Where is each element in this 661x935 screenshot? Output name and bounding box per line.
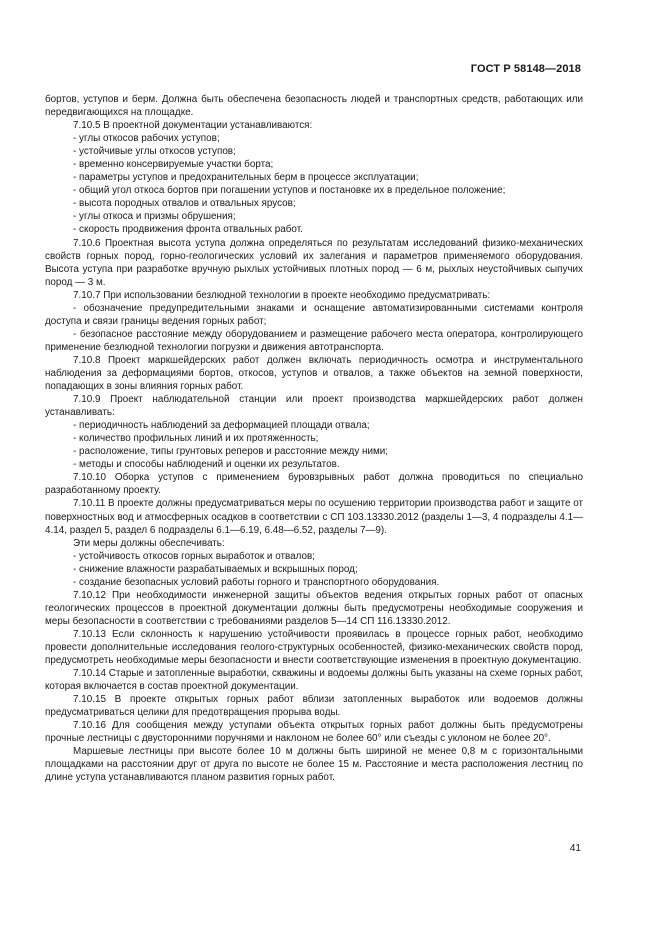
paragraph-7-10-16: 7.10.16 Для сообщения между уступами объекта открытых горных работ должны быть предусмотрены прочные лестницы с двусторонними поручнями и наклоном не более 60° или съезды с уклоном не более 20°. [45,720,583,745]
list-item: - параметры уступов и предохранительных берм в процессе эксплуатации; [73,172,419,184]
list-item: - углы откоса и призмы обрушения; [73,211,236,223]
paragraph-7-10-8: 7.10.8 Проект маркшейдерских работ должен включать периодичность осмотра и инструментального наблюдения за деформациями бортов, откосов, уступов и отвалов, а также объектов на земной поверхности, попадающих в зоны влияния горных работ. [45,354,583,393]
list-item: - методы и способы наблюдений и оценки их результатов. [73,459,340,471]
paragraph-7-10-14: 7.10.14 Старые и затопленные выработки, скважины и водоемы должны быть указаны на схеме горных работ, которая включается в состав проектной документации. [45,668,583,693]
list-item: - временно консервируемые участки борта; [73,159,274,171]
list-item-long: - обозначение предупредительными знаками и оснащение автоматизированными системами контроля доступа и связи границы ведения горных работ; [45,302,583,327]
list-item: - углы откосов рабочих уступов; [73,133,220,145]
list-item: - периодичность наблюдений за деформацией площади отвала; [73,420,370,432]
list-item: - создание безопасных условий работы горного и транспортного оборудования. [73,576,440,588]
paragraph-7-10-9: 7.10.9 Проект наблюдательной станции или проект производства маркшейдерских работ должен устанавливать: [45,394,583,419]
list-item: - высота породных отвалов и отвальных ярусов; [73,198,296,210]
paragraph-stairs: Маршевые лестницы при высоте более 10 м должны быть шириной не менее 0,8 м с горизонтальными площадками на расстоянии друг от друга по высоте не более 15 м. Расстояние и места расположения лестниц по длине уступа устанавливаются планом развития горных работ. [45,746,583,784]
paragraph-measures: Эти меры должны обеспечивать: [73,537,225,549]
list-item: - устойчивые углы откосов уступов; [73,146,236,158]
list-item: - скорость продвижения фронта отвальных работ. [73,224,303,236]
paragraph-7-10-15: 7.10.15 В проекте открытых горных работ вблизи затопленных выработок или водоемов должны предусматриваться целики для предотвращения прорыва воды. [45,694,583,719]
document-id: ГОСТ Р 58148—2018 [470,63,581,75]
paragraph-7-10-12: 7.10.12 При необходимости инженерной защиты объектов ведения открытых горных работ от опасных геологических процессов в проектной документации должны быть предусмотрены необходимые сооружения и меры безопасности в соответствии с требованиями разделов 5—14 СП 116.13330.2012. [45,589,583,627]
paragraph-continuation: бортов, уступов и берм. Должна быть обеспечена безопасность людей и транспортных средств, работающих или передвигающихся на площадке. [45,94,583,119]
list-item: - общий угол откоса бортов при погашении уступов и постановке их в предельное положение; [73,185,506,197]
page-number: 41 [569,843,581,854]
paragraph-7-10-6: 7.10.6 Проектная высота уступа должна определяться по результатам исследований физико-механических свойств горных пород, горно-геологических условий их залегания и параметров применяемого оборудования. Высота уступа при разработке вручную рыхлых устойчивых плотных пород — 6 м, рыхлых неустойчивых сыпучих пород — 3 м. [45,237,583,288]
paragraph-7-10-10: 7.10.10 Оборка уступов с применением буровзрывных работ должна проводиться по специально разработанному проекту. [45,472,583,497]
list-item: - устойчивость откосов горных выработок и отвалов; [73,550,315,562]
body-text [45,93,583,784]
paragraph-7-10-5: 7.10.5 В проектной документации устанавливаются: [73,120,313,132]
list-item: - расположение, типы грунтовых реперов и расстояние между ними; [73,446,389,458]
paragraph-7-10-11: 7.10.11 В проекте должны предусматриваться меры по осушению территории производства работ и защите от поверхностных вод и атмосферных осадков в соответствии с СП 103.13330.2012 (разделы 1—3, 4 подразделы 4.1—4.14, раздел 5, раздел 6 подразделы 6.1—6.19, 6.48—6.52, разделы 7—9). [45,498,583,536]
paragraph-7-10-7: 7.10.7 При использовании безлюдной технологии в проекте необходимо предусматривать: [73,289,491,301]
paragraph-7-10-13: 7.10.13 Если склонность к нарушению устойчивости проявилась в процессе горных работ, необходимо провести дополнительные исследования геолого-структурных особенностей, физико-механических свойств пород, предусмотреть необходимые меры безопасности и внести соответствующие изменения в проектную документацию. [45,628,583,667]
list-item: - снижение влажности разрабатываемых и вскрышных пород; [73,563,358,575]
list-item-long: - безопасное расстояние между оборудованием и размещение рабочего места оператора, контролирующего применение безлюдной технологии погрузки и движения автотранспорта. [45,328,583,353]
list-item: - количество профильных линий и их протяженность; [73,433,319,445]
